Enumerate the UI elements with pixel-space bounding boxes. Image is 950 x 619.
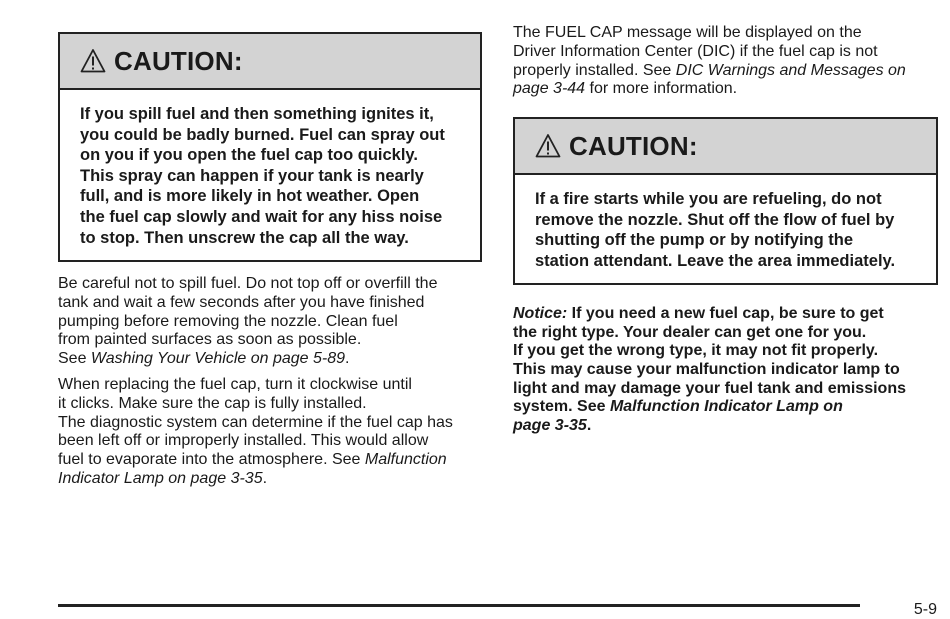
caution-line: If you spill fuel and then something ignites it, [80,105,434,123]
notice-label: Notice: [513,305,568,323]
caution-line: If a fire starts while you are refueling, do not [535,190,882,209]
notice-paragraph: Notice: If you need a new fuel cap, be sure to get the right type. Your dealer can get one for you. If you get the wrong type, it may not fit properly. This may cause your malfunction indicator lamp to light and may damage your fuel tank and emissions system. See Malfunction Indicator Lamp on page 3-35. [513,305,906,434]
caution-line: This spray can happen if your tank is nearly [80,166,424,185]
caution-title: CAUTION: [114,45,243,76]
caution-text [515,175,936,285]
right-column [513,24,938,435]
cross-reference-link[interactable]: Washing Your Vehicle on page 5-89 [90,350,346,368]
warning-triangle-icon [80,48,106,74]
cross-reference-link[interactable]: Malfunction Indicator Lamp on [609,398,843,416]
caution-line: shutting off the pump or by notifying the [535,231,854,250]
caution-header [515,119,936,175]
left-body [58,275,482,489]
caution-line: the fuel cap slowly and wait for any hiss noise [80,207,443,226]
cross-reference-link[interactable]: Indicator Lamp on page 3-35 [58,469,263,487]
fuel-cap-paragraph: When replacing the fuel cap, turn it clockwise until it clicks. Make sure the cap is fully installed. The diagnostic system can determine if the fuel cap has been left off or improperly installed. This would allow fuel to evaporate into the atmosphere. See Malfunction Indicator Lamp on page 3-35. [58,375,453,487]
left-column [58,32,482,489]
page-number: 5-9 [913,601,937,618]
caution-box [513,117,938,285]
cross-reference-link[interactable]: page 3-44 [513,80,586,98]
caution-line: you could be badly burned. Fuel can spray out [80,125,445,144]
footer-rule [58,604,860,607]
caution-header [60,34,480,90]
cross-reference-link[interactable]: DIC Warnings and Messages on [675,61,906,79]
caution-title: CAUTION: [569,130,698,161]
cross-reference-link[interactable]: page 3-35 [513,416,587,434]
caution-line: station attendant. Leave the area immediately. [535,251,896,270]
warning-triangle-icon [535,133,561,159]
caution-text [60,90,480,262]
cross-reference-link[interactable]: Malfunction [364,451,447,469]
caution-line: on you if you open the fuel cap too quickly. [80,146,418,165]
caution-line: remove the nozzle. Shut off the flow of fuel by [535,210,895,229]
caution-line: full, and is more likely in hot weather. Open [80,187,420,206]
spill-paragraph: Be careful not to spill fuel. Do not top off or overfill the tank and wait a few seconds after you have finished pumping before removing the nozzle. Clean fuel from painted surfaces as soon as possible. See Washing Your Vehicle on page 5-89. [58,275,438,368]
caution-box [58,32,482,262]
caution-line: to stop. Then unscrew the cap all the way. [80,228,409,247]
fuel-cap-message-paragraph: The FUEL CAP message will be displayed on the Driver Information Center (DIC) if the fuel cap is not properly installed. See DIC Warnings and Messages on page 3-44 for more information. [513,24,906,98]
